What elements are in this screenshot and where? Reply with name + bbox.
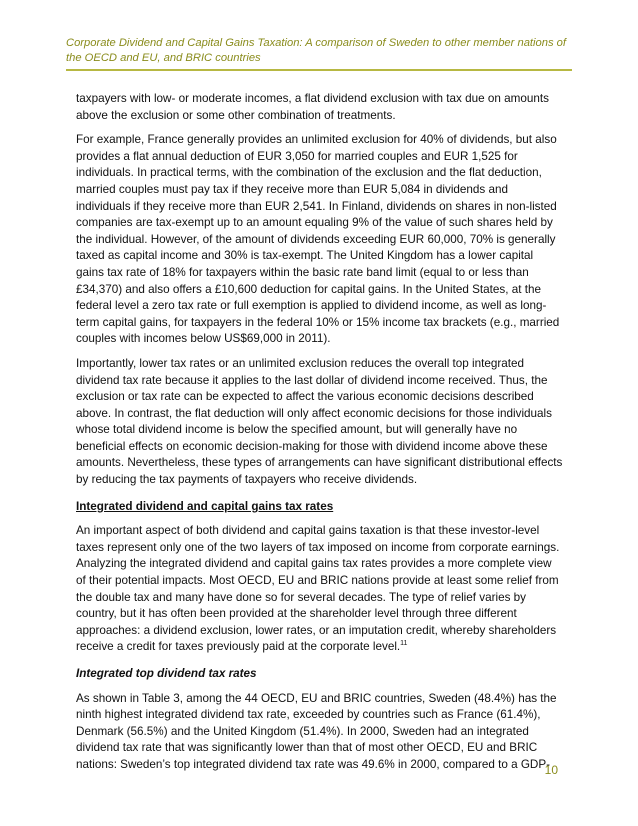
paragraph-examples: For example, France generally provides an unlimited exclusion for 40% of dividends, but also provides a flat annual deduction of EUR 3,050 for married couples and EUR 1,525 for individuals. In practical terms, with the combination of the exclusion and the flat deduction, married couples must pay tax if they receive more than EUR 5,084 in dividends and individuals if they receive more than EUR 2,541. In Finland, dividends on shares in non-listed companies are tax-exempt up to an amount equaling 9% of the value of such shares held by the individual. However, of the amount of dividends exceeding EUR 60,000, 70% is generally taxed as capital income and 30% is tax-exempt. The United Kingdom has a lower capital gains tax rate of 18% for taxpayers within the basic rate band limit (equal to or less than £34,370) and also offers a £10,600 deduction for capital gains. In the United States, at the federal level a zero tax rate or full exemption is applied to dividend income, as well as long-term capital gains, for taxpayers in the federal 10% or 15% income tax brackets (e.g., married couples with incomes below US$69,000 in 2011).: [76, 133, 560, 346]
paragraph-importantly: Importantly, lower tax rates or an unlimited exclusion reduces the overall top integrated dividend tax rate because it applies to the last dollar of dividend income received. Thus, the exclusion or tax rate can be expected to affect the various economic decisions described above. In contrast, the flat deduction will only affect economic decisions for those individuals whose total dividend income is below the specified amount, but will generally have no beneficial effects on economic decision-making for those with dividend income above these amounts. Nevertheless, these types of arrangements can have significant distributional effects by reducing the tax payments of taxpayers who receive dividends.: [76, 356, 563, 487]
paragraph-integrated-aspect: [76, 523, 564, 656]
body-content: [76, 91, 564, 782]
running-header: Corporate Dividend and Capital Gains Taxation: A comparison of Sweden to other member nations of the OECD and EU, and BRIC countries: [66, 36, 572, 71]
page-number: 10: [544, 763, 558, 777]
paragraph-continuation: taxpayers with low- or moderate incomes, a flat dividend exclusion with tax due on amounts above the exclusion or some other combination of treatments.: [76, 92, 549, 122]
section-heading-top-dividend-rates: Integrated top dividend tax rates: [76, 667, 257, 680]
footnote-marker: 11: [400, 640, 408, 648]
paragraph-integrated-aspect-text: An important aspect of both dividend and capital gains taxation is that these investor-level taxes represent only one of the two layers of tax imposed on income from corporate earnings. Analyzing the integrated dividend and capital gains tax rates provides a more complete view of their potential impacts. Most OECD, EU and BRIC nations provide at least some relief from the double tax and many have done so for several decades. The type of relief varies by country, but it has often been provided at the shareholder level through three different approaches: a dividend exclusion, lower rates, or an imputation credit, whereby shareholders receive a credit for taxes previously paid at the corporate level.: [76, 524, 560, 654]
section-heading-integrated-rates: Integrated dividend and capital gains tax rates: [76, 499, 334, 513]
paragraph-table3: As shown in Table 3, among the 44 OECD, EU and BRIC countries, Sweden (48.4%) has the ninth highest integrated dividend tax rate, exceeded by countries such as France (61.4%), Denmark (56.5%) and the United Kingdom (51.4%). In 2000, Sweden had an integrated dividend tax rate that was significantly lower than that of most other OECD, EU and BRIC nations: Sweden’s top integrated dividend tax rate was 49.6% in 2000, compared to a GDP-: [76, 691, 557, 771]
